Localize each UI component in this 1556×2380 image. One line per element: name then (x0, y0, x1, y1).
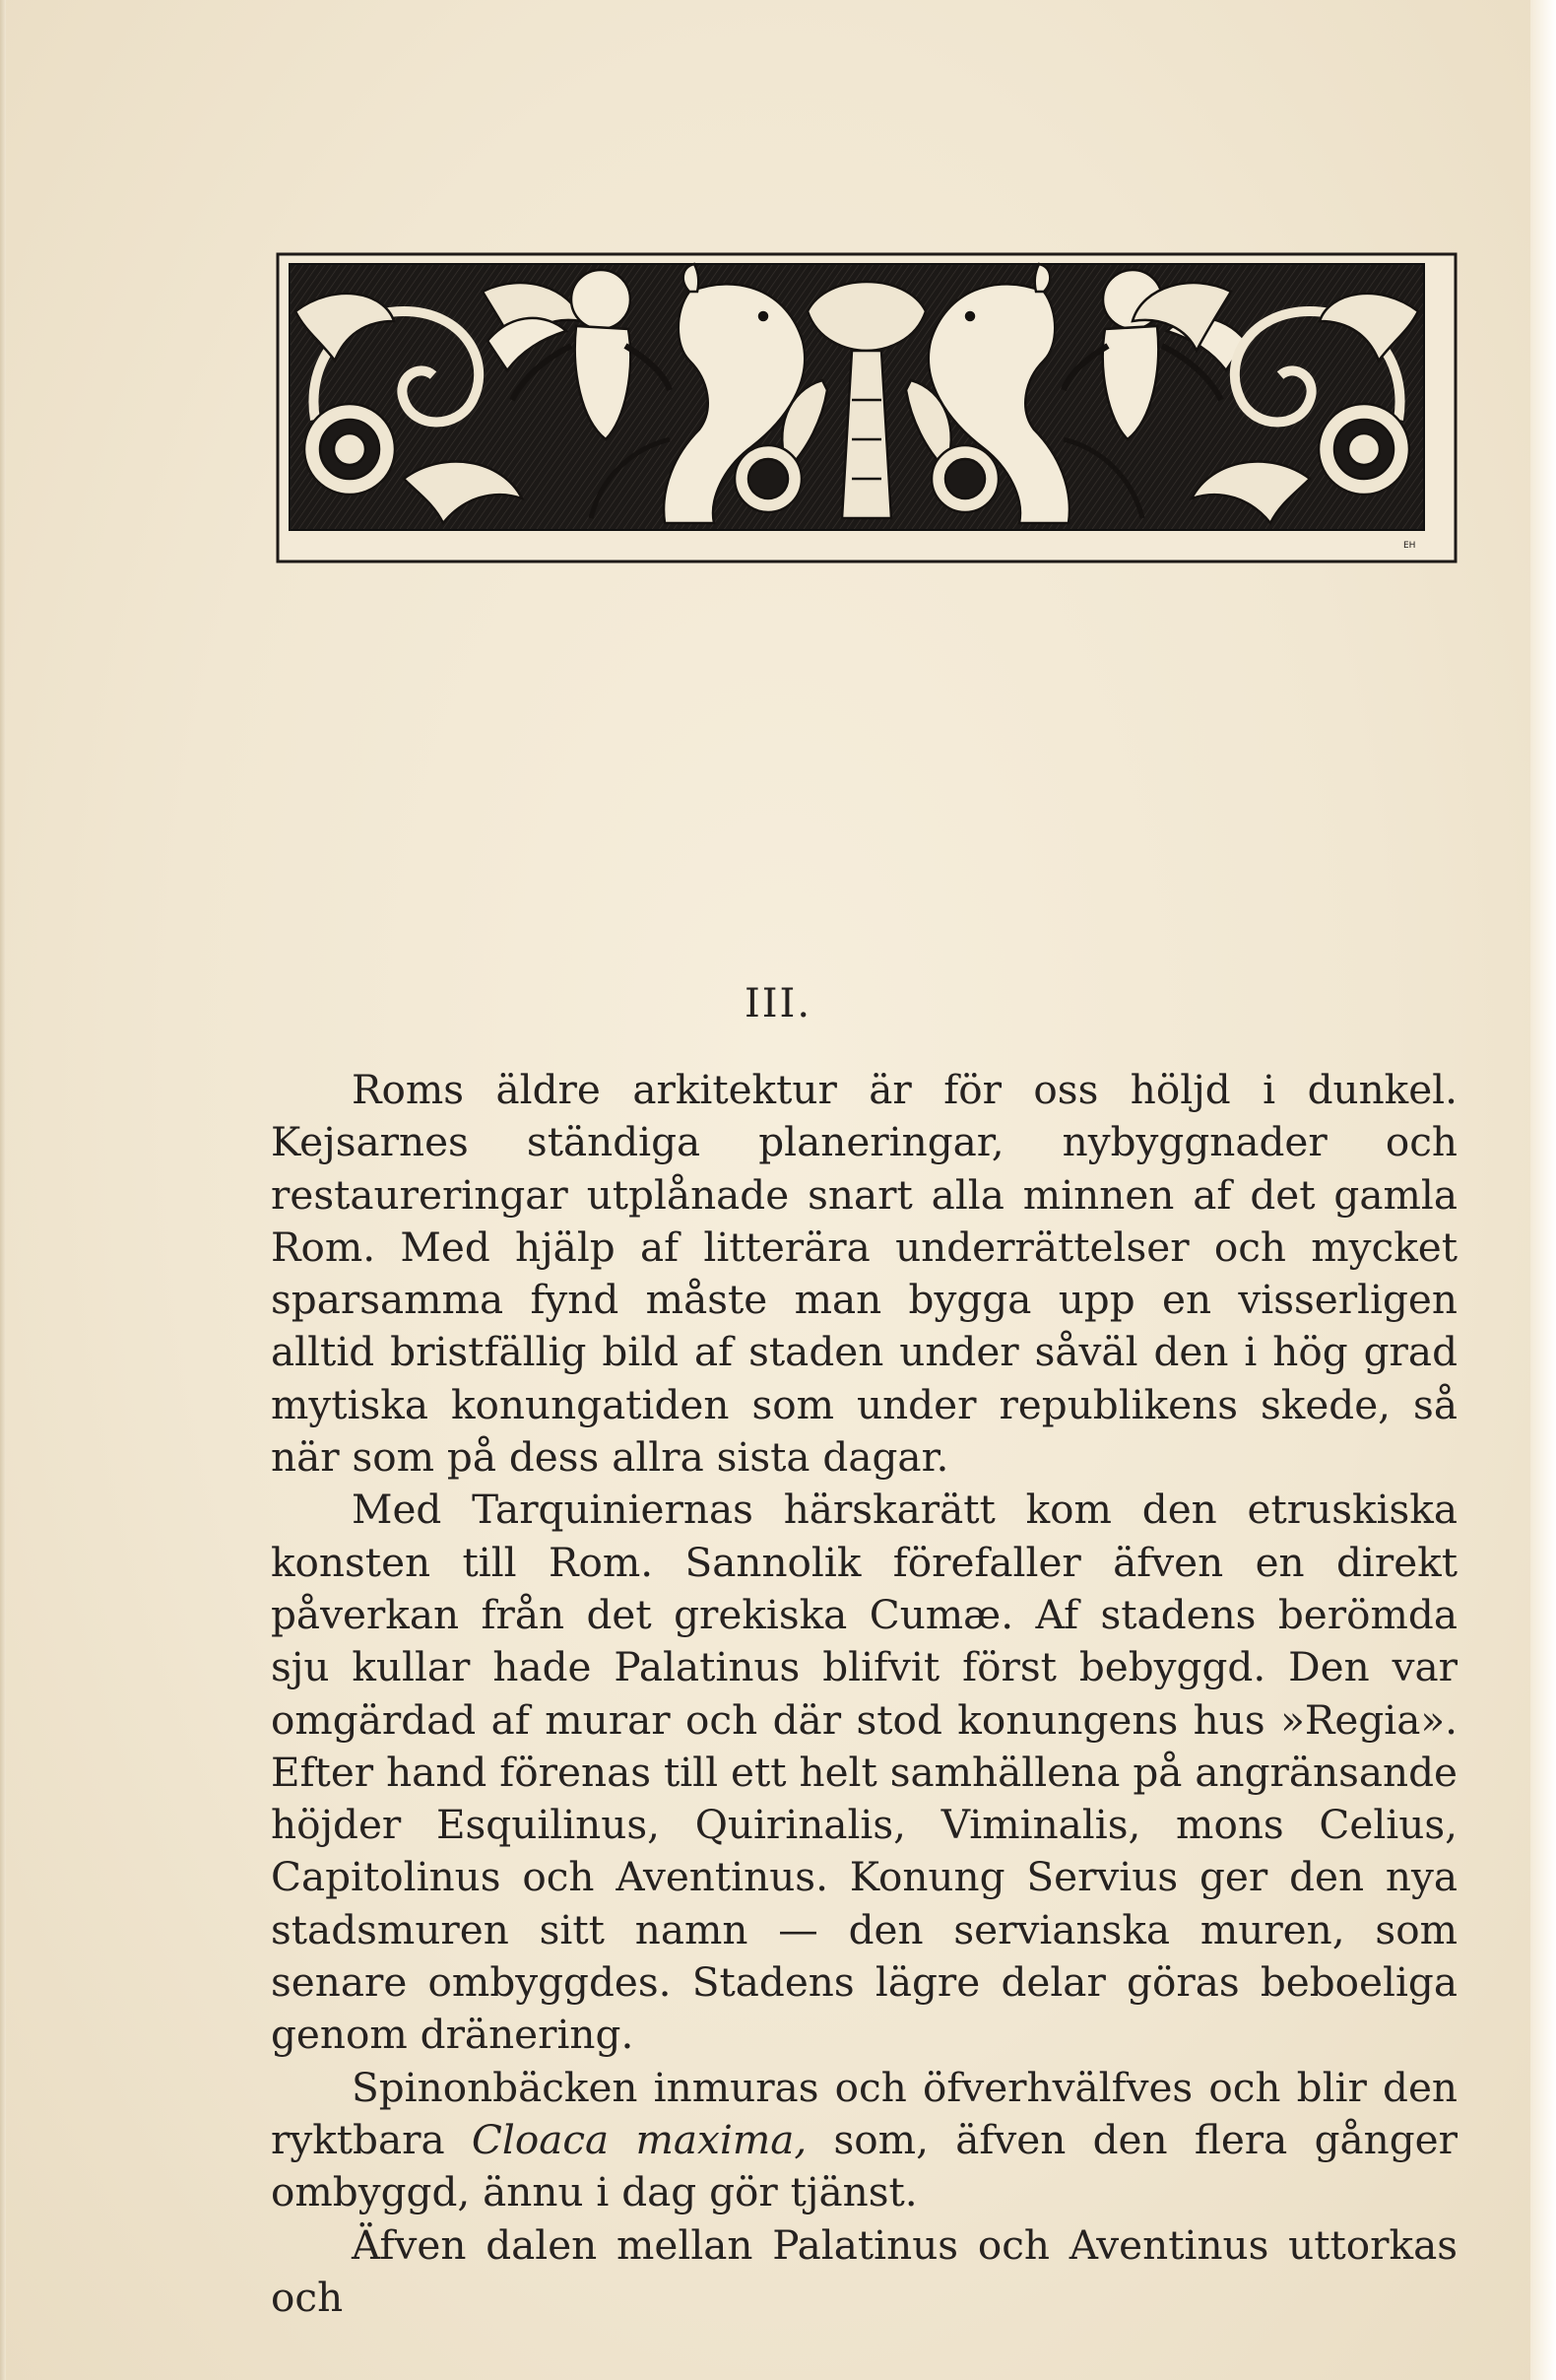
paragraph-3-text-after: som, äfven den flera gånger ombyggd, ännu i dag gör tjänst. (271, 2115, 1458, 2216)
body-text (271, 1064, 1458, 2324)
paragraph-3-text-before: Spinonbäcken inmuras och öfverhvälfves och blir den ryktbara (271, 2063, 1458, 2163)
headpiece-illustration (276, 252, 1458, 563)
page-edge-right (1530, 0, 1556, 2380)
section-number: III. (744, 981, 812, 1026)
ornamental-headpiece (276, 252, 1458, 563)
paragraph-3 (271, 2062, 1458, 2219)
paragraph-2: Med Tarquiniernas härskarätt kom den etruskiska konsten till Rom. Sannolik förefaller äfven en direkt påverkan från det grekiska Cumæ. Af stadens berömda sju kullar hade Palatinus blifvit först bebyggd. Den var omgärdad af murar och där stod konungens hus »Regia». Efter hand förenas till ett helt samhällena på angränsande höjder Esquilinus, Quirinalis, Viminalis, mons Celius, Capitolinus och Aventinus. Konung Servius ger den nya stadsmuren sitt namn — den servianska muren, som senare ombyggdes. Stadens lägre delar göras beboeliga genom dränering. (271, 1486, 1458, 2059)
page-edge-left (0, 0, 6, 2380)
paragraph-4: Äfven dalen mellan Palatinus och Aventinus uttorkas och (271, 2220, 1458, 2321)
headpiece-signature: EH (1403, 541, 1416, 551)
paragraph-3-italic-term: Cloaca maxima, (471, 2115, 808, 2163)
paragraph-1: Roms äldre arkitektur är för oss höljd i dunkel. Kejsarnes ständiga planeringar, nybyggnader och restaureringar utplånade snart alla minnen af det gamla Rom. Med hjälp af litterära underrättelser och mycket sparsamma fynd måste man bygga upp en visserligen alltid bristfällig bild af staden under såväl den i hög grad mytiska konungatiden som under republikens skede, så när som på dess allra sista dagar. (271, 1066, 1458, 1482)
